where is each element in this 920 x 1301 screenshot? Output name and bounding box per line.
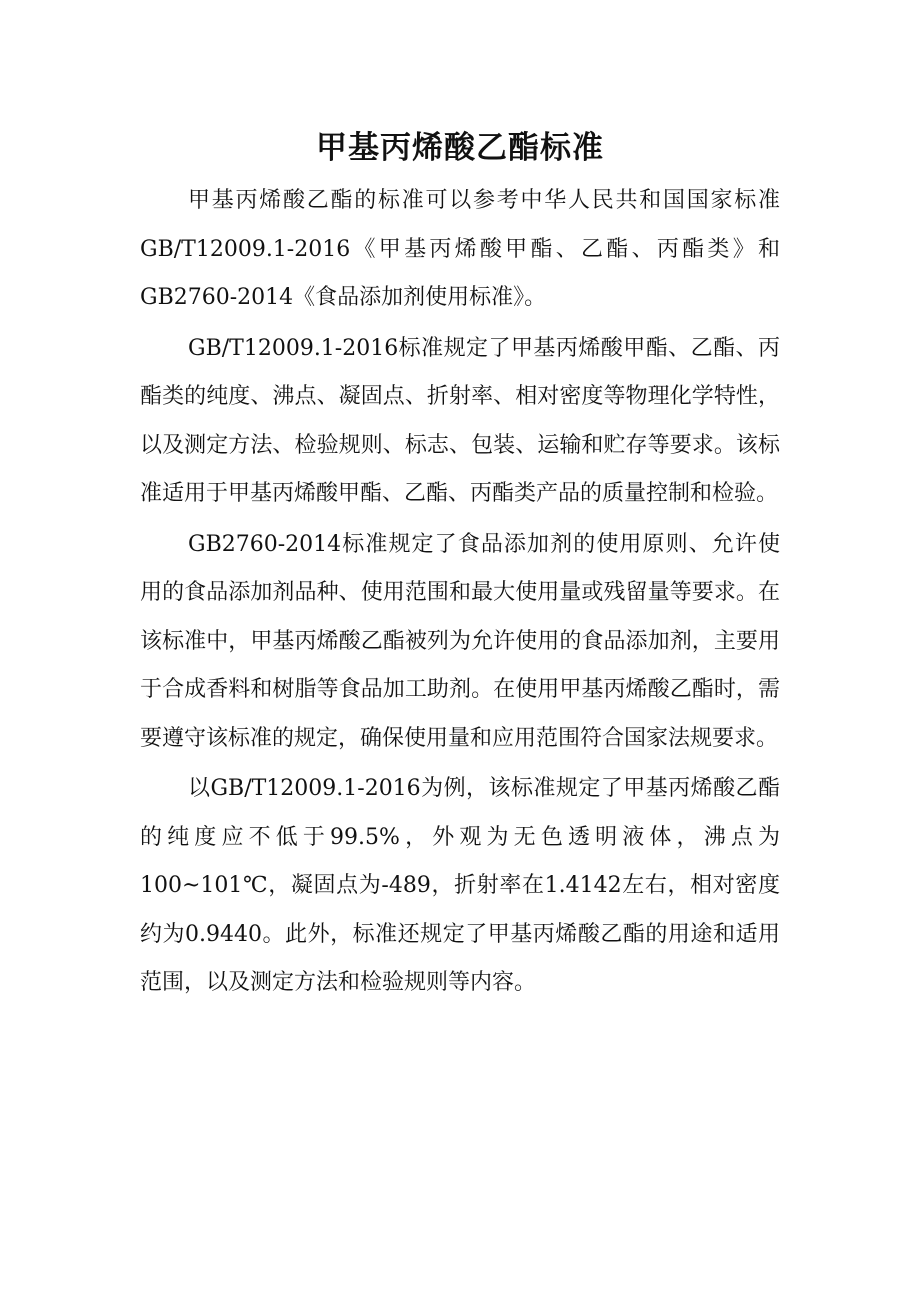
paragraph-specification-example: 以GB/T12009.1-2016为例，该标准规定了甲基丙烯酸乙酯的纯度应不低于99.5%，外观为无色透明液体，沸点为100~101℃，凝固点为-489，折射率在1.4142左右，相对密度约为0.9440。此外，标准还规定了甲基丙烯酸乙酯的用途和适用范围，以及测定方法和检验规则等内容。 — [140, 776, 780, 995]
document-title: 甲基丙烯酸乙酯标准 — [316, 130, 604, 166]
document-body — [140, 177, 780, 1010]
paragraph-standards-reference: 甲基丙烯酸乙酯的标准可以参考中华人民共和国国家标准GB/T12009.1-2016《甲基丙烯酸甲酯、乙酯、丙酯类》和GB2760-2014《食品添加剂使用标准》。 — [140, 188, 780, 310]
paragraph-gbt12009-scope: GB/T12009.1-2016标准规定了甲基丙烯酸甲酯、乙酯、丙酯类的纯度、沸点、凝固点、折射率、相对密度等物理化学特性，以及测定方法、检验规则、标志、包装、运输和贮存等要求。该标准适用于甲基丙烯酸甲酯、乙酯、丙酯类产品的质量控制和检验。 — [140, 335, 780, 506]
paragraph-gb2760-scope: GB2760-2014标准规定了食品添加剂的使用原则、允许使用的食品添加剂品种、使用范围和最大使用量或残留量等要求。在该标准中，甲基丙烯酸乙酯被列为允许使用的食品添加剂，主要用于合成香料和树脂等食品加工助剂。在使用甲基丙烯酸乙酯时，需要遵守该标准的规定，确保使用量和应用范围符合国家法规要求。 — [140, 531, 780, 751]
